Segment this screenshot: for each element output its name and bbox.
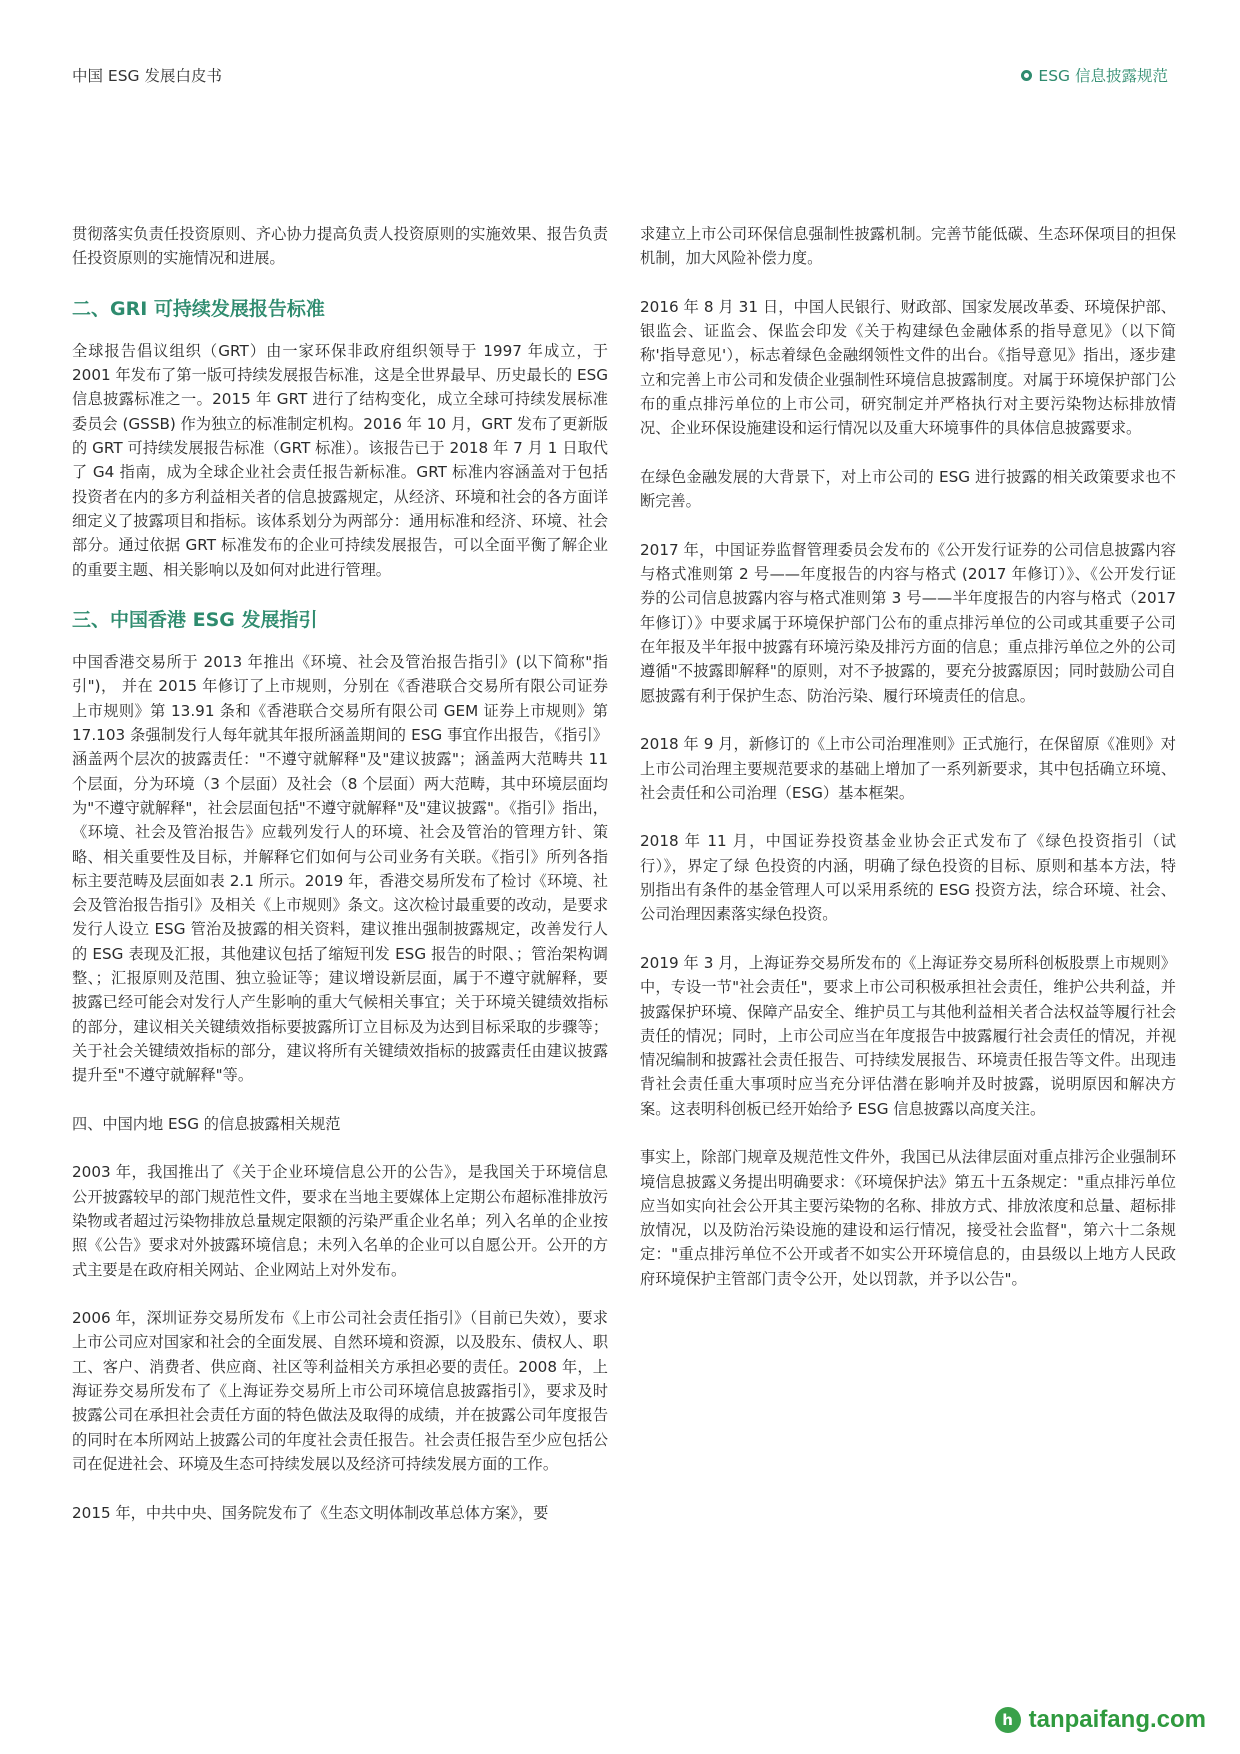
- document-title: 中国 ESG 发展白皮书: [72, 67, 222, 85]
- paragraph: 2018 年 9 月，新修订的《上市公司治理准则》正式施行，在保留原《准则》对上市公司治理主要规范要求的基础上增加了一系列新要求，其中包括确立环境、社会责任和公司治理（ESG）基本框架。: [640, 735, 1176, 802]
- site-logo-icon: h: [995, 1707, 1021, 1733]
- paragraph: 求建立上市公司环保信息强制性披露机制。完善节能低碳、生态环保项目的担保机制，加大风险补偿力度。: [640, 225, 1176, 268]
- ring-icon: [1021, 70, 1032, 81]
- paragraph: 全球报告倡议组织（GRT）由一家环保非政府组织领导于 1997 年成立，于 2001 年发布了第一版可持续发展报告标准，这是全世界最早、历史最长的 ESG 信息披露标准之一。2015 年 GRT 进行了结构变化，成立全球可持续发展标准委员会 (GSSB) 作为独立的标准制定机构。2016 年 10 月，GRT 发布了更新版的 GRT 可持续发展报告标准（GRT 标准）。该报告已于 2018 年 7 月 1 日取代了 G4 指南，成为全球企业社会责任报告新标准。GRT 标准内容涵盖对于包括投资者在内的多方利益相关者的信息披露规定，从经济、环境和社会的各方面详细定义了披露项目和指标。该体系划分为两部分：通用标准和经济、环境、社会部分。通过依据 GRT 标准发布的企业可持续发展报告，可以全面平衡了解企业的重要主题、相关影响以及如何对此进行管理。: [72, 341, 608, 579]
- section-heading-hk: 三、中国香港 ESG 发展指引: [72, 609, 318, 632]
- section-title: [1021, 64, 1168, 86]
- paragraph: 2017 年，中国证券监督管理委员会发布的《公开发行证券的公司信息披露内容与格式准则第 2 号——年度报告的内容与格式 (2017 年修订）》、《公开发行证券的公司信息披露内容与格式准则第 3 号——半年度报告的内容与格式（2017 年修订）》中要求属于环境保护部门公布的重点排污单位的公司或其重要子公司在年报及半年报中披露有环境污染及排污方面的信息；重点排污单位之外的公司遵循"不披露即解释"的原则，对不予披露的，要充分披露原因；同时鼓励公司自愿披露有利于保护生态、防治污染、履行环境责任的信息。: [640, 540, 1176, 705]
- paragraph: 中国香港交易所于 2013 年推出《环境、社会及管治报告指引》(以下简称"指引")， 并在 2015 年修订了上市规则，分别在《香港联合交易所有限公司证券上市规则》第 13.91 条和《香港联合交易所有限公司 GEM 证券上市规则》第 17.103 条强制发行人每年就其年报所涵盖期间的 ESG 事宜作出报告，《指引》涵盖两个层次的披露责任："不遵守就解释"及"建议披露"；涵盖两大范畴共 11 个层面，分为环境（3 个层面）及社会（8 个层面）两大范畴，其中环境层面均为"不遵守就解释"，社会层面包括"不遵守就解释"及"建议披露"。《指引》指出，《环境、社会及管治报告》应载列发行人的环境、社会及管治的管理方针、策略、相关重要性及目标，并解释它们如何与公司业务有关联。《指引》所列各指标主要范畴及层面如表 2.1 所示。2019 年，香港交易所发布了检讨《环境、社会及管治报告指引》及相关《上市规则》条文。这次检讨最重要的改动，是要求发行人设立 ESG 管治及披露的相关资料，建议推出强制披露规定，改善发行人的 ESG 表现及汇报，其他建议包括了缩短刊发 ESG 报告的时限、；管治架构调整、；汇报原则及范围、独立验证等；建议增设新层面，属于不遵守就解释，要披露已经可能会对发行人产生影响的重大气候相关事宜；关于环境关键绩效指标的部分，建议相关关键绩效指标要披露所订立目标及为达到目标采取的步骤等；关于社会关键绩效指标的部分，建议将所有关键绩效指标的披露责任由建议披露提升至"不遵守就解释"等。: [72, 653, 608, 1085]
- watermark: [995, 1706, 1206, 1734]
- left-column: [72, 222, 608, 1525]
- paragraph: 在绿色金融发展的大背景下，对上市公司的 ESG 进行披露的相关政策要求也不断完善。: [640, 467, 1176, 511]
- paragraph: 2006 年，深圳证券交易所发布《上市公司社会责任指引》（目前已失效），要求上市公司应对国家和社会的全面发展、自然环境和资源，以及股东、债权人、职工、客户、消费者、供应商、社区等利益相关方承担必要的责任。2008 年，上海证券交易所发布了《上海证券交易所上市公司环境信息披露指引》，要求及时披露公司在承担社会责任方面的特色做法及取得的成绩，并在披露公司年度报告的同时在本所网站上披露公司的年度社会责任报告。社会责任报告至少应包括公司在促进社会、环境及生态可持续发展以及经济可持续发展方面的工作。: [72, 1309, 608, 1473]
- paragraph: 2019 年 3 月，上海证券交易所发布的《上海证券交易所科创板股票上市规则》中，专设一节"社会责任"，要求上市公司积极承担社会责任，维护公共利益，并披露保护环境、保障产品安全、维护员工与其他利益相关者合法权益等履行社会责任的情况；同时，上市公司应当在年度报告中披露履行社会责任的情况，并视情况编制和披露社会责任报告、可持续发展报告、环境责任报告等文件。出现违背社会责任重大事项时应当充分评估潜在影响并及时披露，说明原因和解决方案。这表明科创板已经开始给予 ESG 信息披露以高度关注。: [640, 953, 1176, 1118]
- paragraph: 2018 年 11 月，中国证券投资基金业协会正式发布了《绿色投资指引（试行）》，界定了绿 色投资的内涵，明确了绿色投资的目标、原则和基本方法，特别指出有条件的基金管理人可以采用系统的 ESG 投资方法，综合环境、社会、公司治理因素落实绿色投资。: [640, 832, 1176, 924]
- section-heading-mainland: 四、中国内地 ESG 的信息披露相关规范: [72, 1114, 341, 1133]
- paragraph: 2015 年，中共中央、国务院发布了《生态文明体制改革总体方案》，要: [72, 1503, 549, 1522]
- right-column: [640, 222, 1176, 1291]
- paragraph: 事实上，除部门规章及规范性文件外，我国已从法律层面对重点排污企业强制环境信息披露义务提出明确要求：《环境保护法》第五十五条规定："重点排污单位应当如实向社会公开其主要污染物的名称、排放方式、排放浓度和总量、超标排放情况，以及防治污染设施的建设和运行情况，接受社会监督"，第六十二条规定："重点排污单位不公开或者不如实公开环境信息的，由县级以上地方人民政府环境保护主管部门责令公开，处以罚款，并予以公告"。: [640, 1148, 1176, 1288]
- page-header: [72, 64, 1168, 94]
- watermark-text: tanpaifang.com: [1028, 1706, 1206, 1733]
- section-heading-gri: 二、GRI 可持续发展报告标准: [72, 297, 325, 320]
- section-title-text: ESG 信息披露规范: [1038, 67, 1168, 85]
- paragraph: 贯彻落实负责任投资原则、齐心协力提高负责人投资原则的实施效果、报告负责任投资原则的实施情况和进展。: [72, 225, 608, 268]
- paragraph: 2016 年 8 月 31 日，中国人民银行、财政部、国家发展改革委、环境保护部、银监会、证监会、保监会印发《关于构建绿色金融体系的指导意见》（以下简称'指导意见'），标志着绿色金融纲领性文件的出台。《指导意见》指出，逐步建立和完善上市公司和发债企业强制性环境信息披露制度。对属于环境保护部门公布的重点排污单位的上市公司，研究制定并严格执行对主要污染物达标排放情况、企业环保设施建设和运行情况以及重大环境事件的具体信息披露要求。: [640, 297, 1176, 438]
- paragraph: 2003 年，我国推出了《关于企业环境信息公开的公告》，是我国关于环境信息公开披露较早的部门规范性文件，要求在当地主要媒体上定期公布超标准排放污染物或者超过污染物排放总量规定限额的污染严重企业名单；列入名单的企业按照《公告》要求对外披露环境信息；未列入名单的企业可以自愿公开。公开的方式主要是在政府相关网站、企业网站上对外发布。: [72, 1163, 608, 1279]
